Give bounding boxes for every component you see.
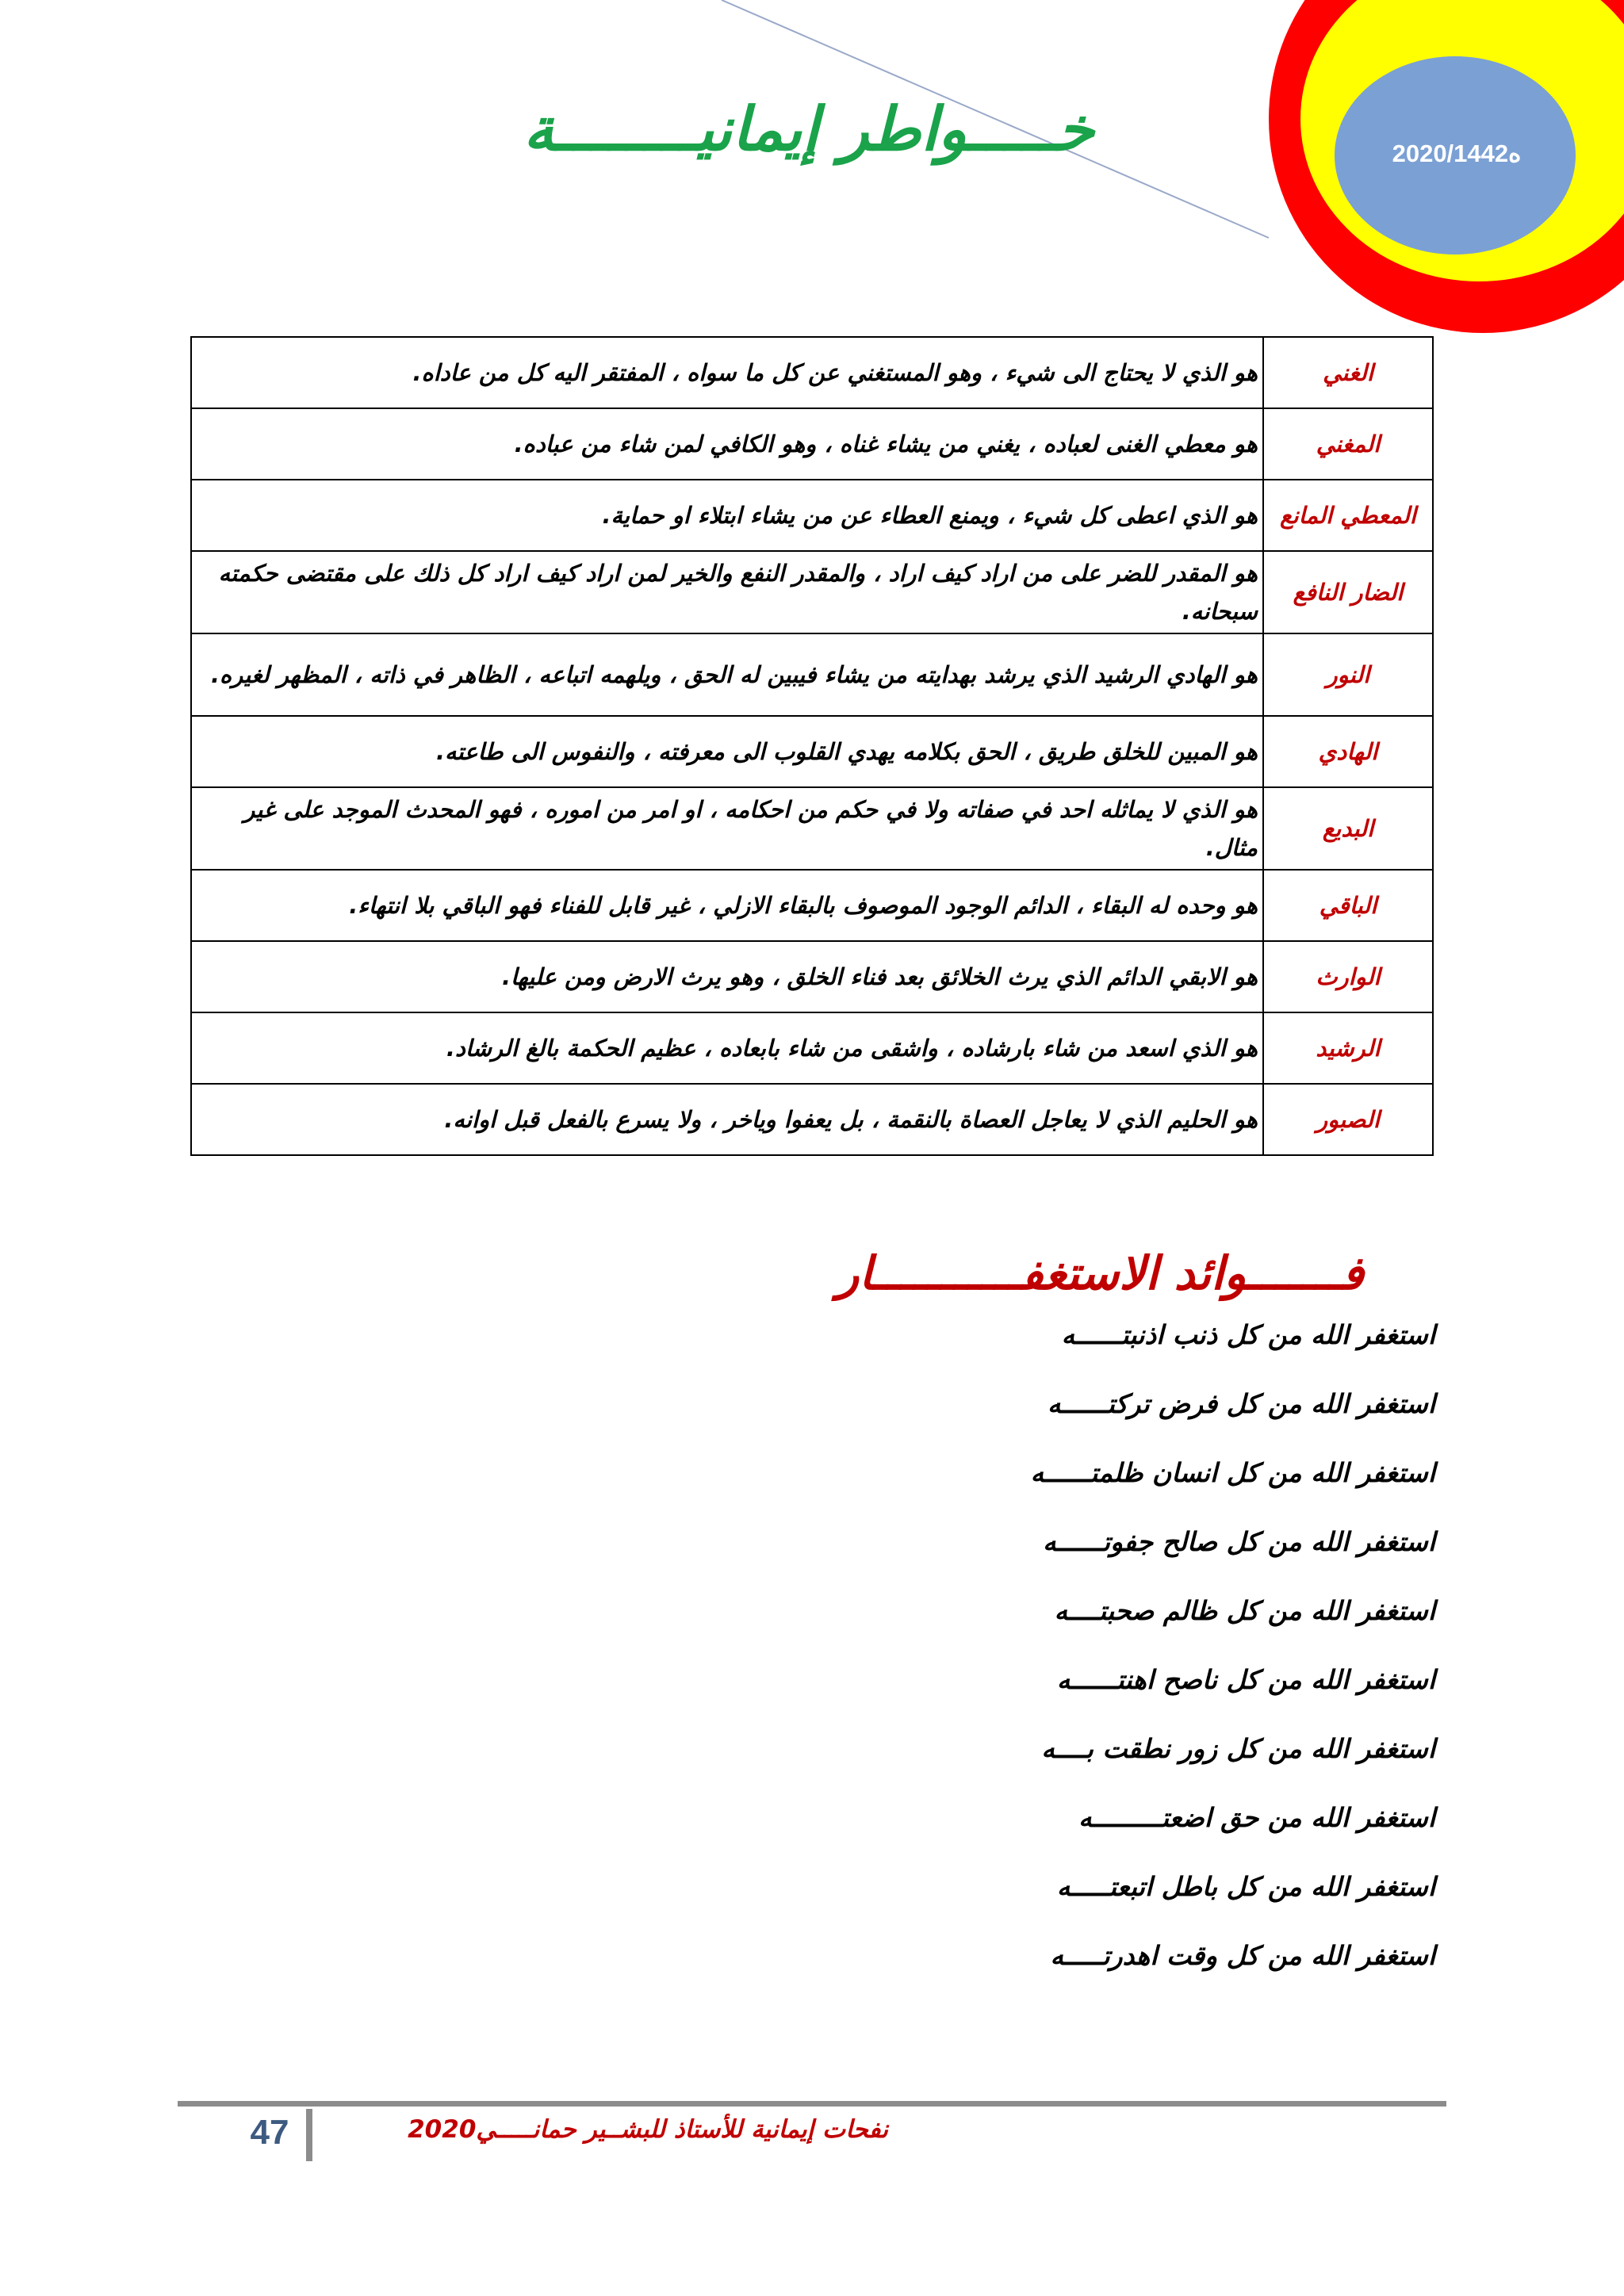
istighfar-line: استغفر الله من كل ناصح اهنتــــــه <box>1056 1664 1435 1695</box>
year-badge: 2020/ه1442 <box>1392 140 1522 167</box>
name-description: هو الابقي الدائم الذي يرث الخلائق بعد فناء الخلق ، وهو يرث الارض ومن عليها. <box>191 941 1263 1012</box>
table-row <box>191 1012 1433 1084</box>
name-description: هو الحليم الذي لا يعاجل العصاة بالنقمة ، بل يعفوا وياخر ، ولا يسرع بالفعل قبل اوانه. <box>191 1084 1263 1155</box>
table-row <box>191 716 1433 787</box>
divine-name: النور <box>1263 633 1433 716</box>
table-row <box>191 870 1433 941</box>
table-row <box>191 551 1433 633</box>
name-description: هو معطي الغنى لعباده ، يغني من يشاء غناه ، وهو الكافي لمن شاء من عباده. <box>191 408 1263 480</box>
footer-text: نفحات إيمانية للأستاذ للبشــير حمانـــــي2020 <box>408 2115 888 2144</box>
istighfar-line: استغفر الله من حق اضعتـــــــــه <box>1078 1802 1435 1833</box>
istighfar-line: استغفر الله من كل صالح جفوتــــــه <box>1043 1526 1435 1557</box>
divine-name: الوارث <box>1263 941 1433 1012</box>
istighfar-title: فـــــــوائد الاستغفـــــــــــار <box>837 1246 1364 1300</box>
divine-name: البديع <box>1263 787 1433 870</box>
istighfar-line: استغفر الله من كل ذنب اذنبتــــــه <box>1061 1319 1435 1350</box>
divine-name: الغني <box>1263 337 1433 408</box>
names-table <box>190 336 1434 1156</box>
divine-name: الرشيد <box>1263 1012 1433 1084</box>
name-description: هو المبين للخلق طريق ، الحق بكلامه يهدي القلوب الى معرفته ، والنفوس الى طاعته. <box>191 716 1263 787</box>
name-description: هو وحده له البقاء ، الدائم الوجود الموصوف بالبقاء الازلي ، غير قابل للفناء فهو الباقي بلا انتهاء. <box>191 870 1263 941</box>
divine-name: المغني <box>1263 408 1433 480</box>
name-description: هو الذي لا يماثله احد في صفاته ولا في حكم من احكامه ، او امر من اموره ، فهو المحدث الموجد على غير مثال. <box>191 787 1263 870</box>
istighfar-line: استغفر الله من كل ظالم صحبتــــه <box>1054 1595 1435 1626</box>
istighfar-line: استغفر الله من كل زور نطقت بــــه <box>1041 1733 1435 1764</box>
name-description: هو الذي اسعد من شاء بارشاده ، واشقى من شاء بابعاده ، عظيم الحكمة بالغ الرشاد. <box>191 1012 1263 1084</box>
istighfar-line: استغفر الله من كل انسان ظلمتــــــه <box>1030 1457 1435 1488</box>
table-row <box>191 1084 1433 1155</box>
istighfar-line: استغفر الله من كل فرض تركتــــــه <box>1047 1388 1435 1419</box>
table-row <box>191 941 1433 1012</box>
footer-separator <box>306 2109 312 2161</box>
istighfar-line: استغفر الله من كل وقت اهدرتـــــه <box>1050 1940 1435 1971</box>
table-row <box>191 337 1433 408</box>
page-number: 47 <box>250 2113 289 2152</box>
table-row <box>191 480 1433 551</box>
divine-name: الهادي <box>1263 716 1433 787</box>
name-description: هو المقدر للضر على من اراد كيف اراد ، والمقدر النفع والخير لمن اراد كيف اراد كل ذلك على مقتضى حكمته سبحانه. <box>191 551 1263 633</box>
table-row <box>191 787 1433 870</box>
footer-divider <box>178 2101 1446 2107</box>
istighfar-line: استغفر الله من كل باطل اتبعتـــــه <box>1056 1871 1435 1902</box>
divine-name: الباقي <box>1263 870 1433 941</box>
divine-name: الضار النافع <box>1263 551 1433 633</box>
divine-name: الصبور <box>1263 1084 1433 1155</box>
name-description: هو الذي لا يحتاج الى شيء ، وهو المستغني عن كل ما سواه ، المفتقر اليه كل من عاداه. <box>191 337 1263 408</box>
page-title: خـــــواطر إيمانيــــــــة <box>523 94 1094 164</box>
divine-name: المعطي المانع <box>1263 480 1433 551</box>
name-description: هو الذي اعطى كل شيء ، ويمنع العطاء عن من يشاء ابتلاء او حماية. <box>191 480 1263 551</box>
name-description: هو الهادي الرشيد الذي يرشد بهدايته من يشاء فيبين له الحق ، ويلهمه اتباعه ، الظاهر في ذاته ، المظهر لغيره. <box>191 633 1263 716</box>
table-row <box>191 633 1433 716</box>
table-row <box>191 408 1433 480</box>
